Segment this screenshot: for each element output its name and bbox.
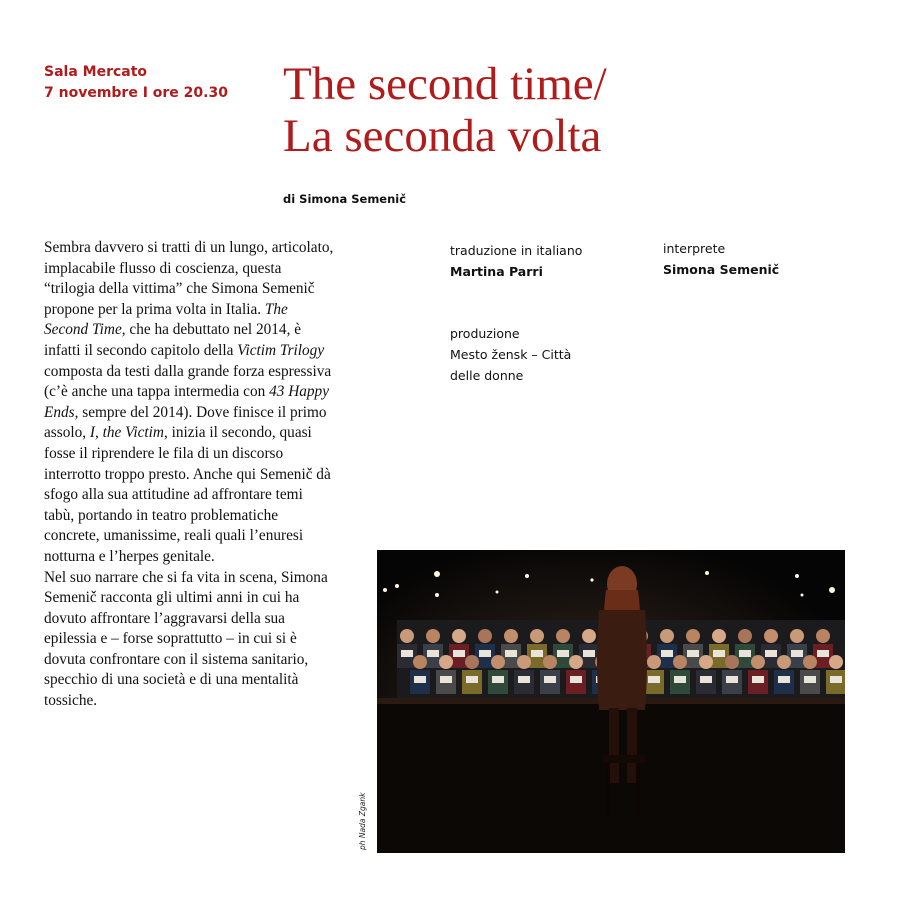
production-label: produzione — [450, 326, 520, 341]
event-info — [44, 62, 228, 104]
italic-title: I, the Victim — [89, 424, 164, 442]
author-byline: di Simona Semenič — [283, 192, 407, 206]
body-text-run: , inizia il secondo, quasi fosse il riprendere le fila di un discorso interrotto troppo presto. Anche qui Semenič dà sfogo alla sua attitudine ad affrontare temi tabù, portando in teatro problematiche concrete, umanissime, reali quali l’enuresi notturna e l’herpes genitale. — [44, 424, 331, 565]
date-time: 7 novembre I ore 20.30 — [44, 85, 228, 101]
translation-label: traduzione in italiano — [450, 243, 583, 258]
performer-credit — [663, 238, 779, 280]
photo-credit: ph Nada Zgank — [358, 792, 367, 850]
translator-name: Martina Parri — [450, 264, 543, 279]
performer-label: interprete — [663, 241, 726, 256]
page-title — [283, 58, 607, 162]
performer-name: Simona Semenič — [663, 262, 780, 277]
production-line-1: Mesto žensk – Città — [450, 347, 572, 362]
title-line-1: The second time/ — [283, 58, 607, 110]
body-text-run: composta da testi dalla grande forza espressiva (c’è anche una tappa intermedia con — [44, 362, 332, 401]
italic-title: The Second Time — [44, 300, 288, 339]
italic-title: Victim Trilogy — [237, 341, 325, 359]
italic-title: 43 Happy Ends — [44, 383, 329, 421]
stage-photo — [377, 550, 845, 853]
body-text-run: , sempre del 2014). Dove finisce il primo assolo, — [44, 403, 327, 442]
production-credit — [450, 323, 571, 386]
venue-label: Sala Mercato — [44, 64, 148, 80]
production-line-2: delle donne — [450, 368, 524, 383]
translation-credit — [450, 240, 582, 282]
body-text-run: , che ha debuttato nel 2014, è infatti il secondo capitolo della — [44, 321, 302, 359]
body-text-run: Sembra davvero si tratti di un lungo, articolato, implacabile flusso di coscienza, questa “trilogia della vittima” che Simona Semenič propone per la prima volta in Italia. — [44, 239, 334, 318]
body-text-run: Nel suo narrare che si fa vita in scena, Simona Semenič racconta gli ultimi anni in cui ha dovuto affrontare l’aggravarsi della sua epilessia e – forse soprattutto – in cui si è dovuta confrontare con il sistema sanitario, specchio di una società e di una mentalità tossiche. — [44, 568, 328, 710]
body-paragraph — [44, 238, 334, 712]
title-line-2: La seconda volta — [283, 110, 602, 162]
